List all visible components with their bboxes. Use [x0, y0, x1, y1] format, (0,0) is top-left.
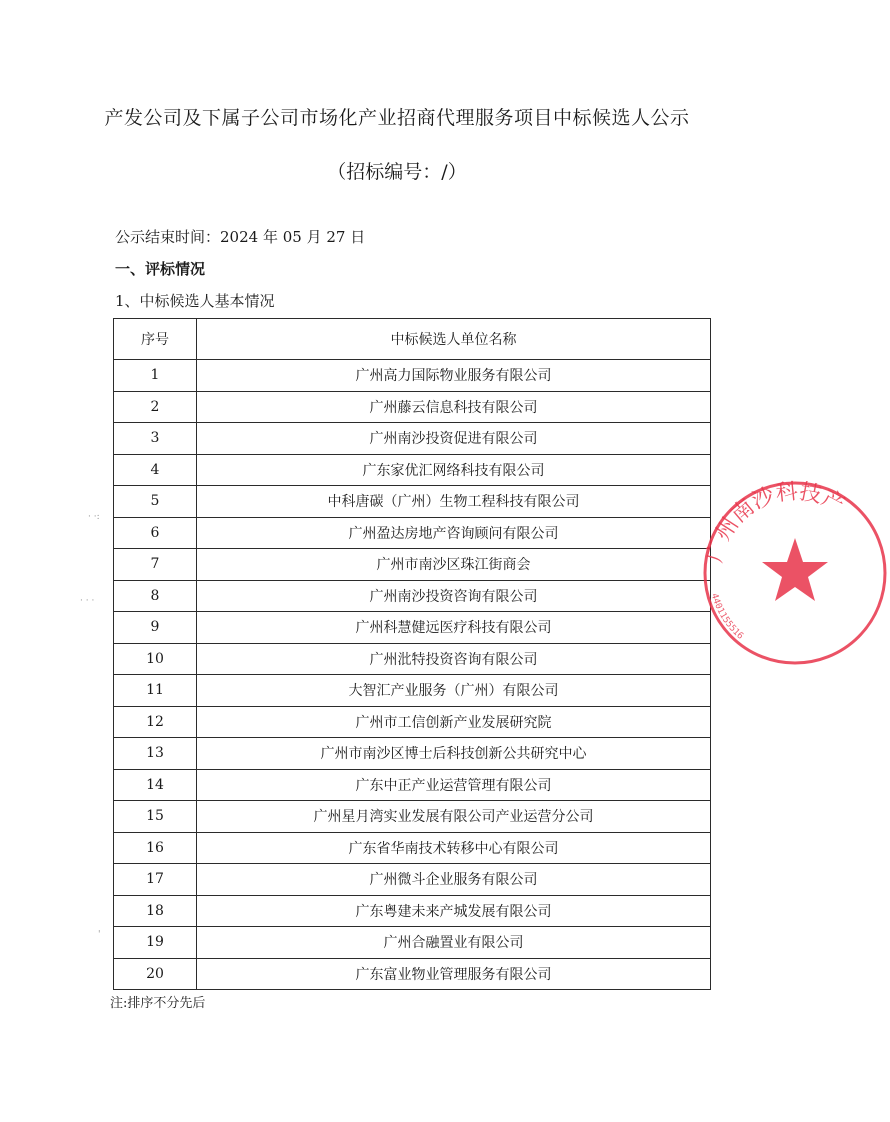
company-name: 广东粤建未来产城发展有限公司 [197, 895, 711, 927]
announcement-end-time: 公示结束时间：2024 年 05 月 27 日 [115, 228, 366, 246]
row-number: 18 [114, 895, 197, 927]
company-name: 广州科慧健远医疗科技有限公司 [197, 612, 711, 644]
table-row [114, 832, 711, 864]
table-row [114, 675, 711, 707]
row-number: 14 [114, 769, 197, 801]
company-name: 广州微斗企业服务有限公司 [197, 864, 711, 896]
company-name: 广州藤云信息科技有限公司 [197, 391, 711, 423]
scan-speck: ' [98, 930, 101, 940]
table-row [114, 958, 711, 990]
table-row [114, 423, 711, 455]
row-number: 12 [114, 706, 197, 738]
company-name: 广东富业物业管理服务有限公司 [197, 958, 711, 990]
row-number: 20 [114, 958, 197, 990]
company-name: 广州市南沙区珠江街商会 [197, 549, 711, 581]
scan-speck: · ·: [88, 512, 100, 522]
official-seal [700, 478, 890, 668]
row-number: 16 [114, 832, 197, 864]
row-number: 15 [114, 801, 197, 833]
candidate-table [113, 318, 711, 990]
sub-heading: 1、中标候选人基本情况 [115, 292, 275, 310]
company-name: 广东中正产业运营管理有限公司 [197, 769, 711, 801]
company-name: 广州市南沙区博士后科技创新公共研究中心 [197, 738, 711, 770]
star-icon [762, 538, 828, 601]
row-number: 19 [114, 927, 197, 959]
row-number: 3 [114, 423, 197, 455]
row-number: 9 [114, 612, 197, 644]
table-row [114, 580, 711, 612]
table-row [114, 643, 711, 675]
table-header-row [114, 319, 711, 360]
company-name: 广州盈达房地产咨询顾问有限公司 [197, 517, 711, 549]
scan-speck: · · · [80, 596, 95, 606]
company-name: 广州南沙投资促进有限公司 [197, 423, 711, 455]
company-name: 广州高力国际物业服务有限公司 [197, 360, 711, 392]
company-name: 广州南沙投资咨询有限公司 [197, 580, 711, 612]
tender-number: （招标编号：/） [327, 161, 467, 183]
company-name: 广州沘特投资咨询有限公司 [197, 643, 711, 675]
table-row [114, 706, 711, 738]
row-number: 2 [114, 391, 197, 423]
table-row [114, 738, 711, 770]
document-title: 产发公司及下属子公司市场化产业招商代理服务项目中标候选人公示 [104, 107, 690, 129]
row-number: 8 [114, 580, 197, 612]
table-row [114, 486, 711, 518]
row-number: 4 [114, 454, 197, 486]
table-row [114, 864, 711, 896]
row-number: 13 [114, 738, 197, 770]
row-number: 11 [114, 675, 197, 707]
company-name: 广州市工信创新产业发展研究院 [197, 706, 711, 738]
table-row [114, 895, 711, 927]
company-name: 广州合融置业有限公司 [197, 927, 711, 959]
header-company-name: 中标候选人单位名称 [197, 319, 711, 360]
row-number: 5 [114, 486, 197, 518]
company-name: 中科唐碳（广州）生物工程科技有限公司 [197, 486, 711, 518]
row-number: 1 [114, 360, 197, 392]
seal-number: 4401155516 [708, 592, 745, 642]
row-number: 7 [114, 549, 197, 581]
table-row [114, 391, 711, 423]
table-row [114, 549, 711, 581]
company-name: 大智汇产业服务（广州）有限公司 [197, 675, 711, 707]
footnote: 注:排序不分先后 [110, 996, 206, 1011]
table-row [114, 454, 711, 486]
row-number: 17 [114, 864, 197, 896]
company-name: 广州星月湾实业发展有限公司产业运营分公司 [197, 801, 711, 833]
company-name: 广东省华南技术转移中心有限公司 [197, 832, 711, 864]
table-row [114, 360, 711, 392]
company-name: 广东家优汇网络科技有限公司 [197, 454, 711, 486]
table-row [114, 801, 711, 833]
table-row [114, 927, 711, 959]
seal-text: 广州南沙科技产 [702, 479, 849, 566]
row-number: 6 [114, 517, 197, 549]
row-number: 10 [114, 643, 197, 675]
section-heading: 一、评标情况 [115, 260, 206, 278]
header-number: 序号 [114, 319, 197, 360]
table-row [114, 612, 711, 644]
table-row [114, 517, 711, 549]
table-row [114, 769, 711, 801]
